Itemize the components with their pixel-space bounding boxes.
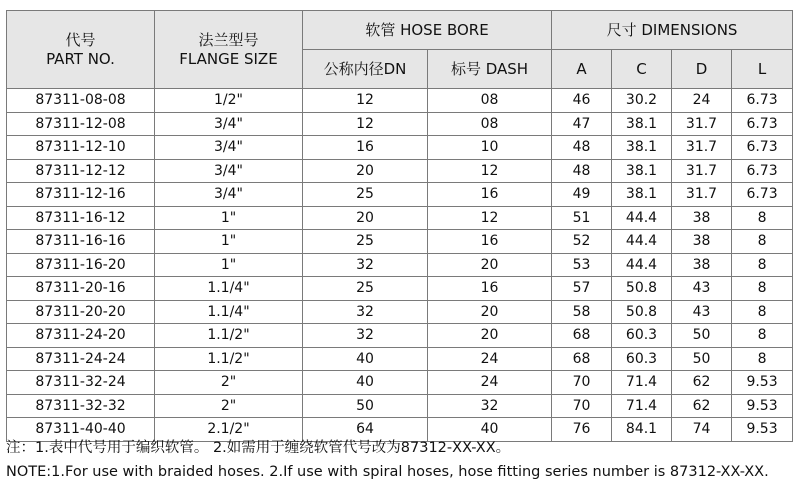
dim-d-cell: 62 <box>672 394 732 418</box>
table-row <box>7 277 793 301</box>
dim-c-header: C <box>612 50 672 89</box>
part-no-cell: 87311-12-16 <box>7 183 155 207</box>
dash-cell: 32 <box>428 394 552 418</box>
dim-a-cell: 46 <box>552 89 612 113</box>
dim-c-cell: 44.4 <box>612 253 672 277</box>
flange-size-cell: 1" <box>155 206 303 230</box>
dim-a-cell: 76 <box>552 418 612 442</box>
part-no-cell: 87311-40-40 <box>7 418 155 442</box>
dn-cell: 20 <box>303 159 428 183</box>
dim-a-cell: 70 <box>552 394 612 418</box>
dim-c-cell: 38.1 <box>612 136 672 160</box>
flange-size-cell: 2.1/2" <box>155 418 303 442</box>
dash-cell: 40 <box>428 418 552 442</box>
dim-d-cell: 38 <box>672 230 732 254</box>
flange-size-header-cn: 法兰型号 <box>198 30 259 49</box>
dimensions-header: 尺寸 DIMENSIONS <box>552 11 793 50</box>
dim-d-cell: 24 <box>672 89 732 113</box>
dash-cell: 08 <box>428 112 552 136</box>
dn-cell: 50 <box>303 394 428 418</box>
dim-c-cell: 44.4 <box>612 230 672 254</box>
table-body <box>7 89 793 442</box>
dash-cell: 10 <box>428 136 552 160</box>
table-row <box>7 183 793 207</box>
dash-cell: 20 <box>428 253 552 277</box>
flange-size-cell: 3/4" <box>155 183 303 207</box>
dim-l-header: L <box>732 50 793 89</box>
dim-a-cell: 51 <box>552 206 612 230</box>
part-no-cell: 87311-32-32 <box>7 394 155 418</box>
hose-bore-header: 软管 HOSE BORE <box>303 11 552 50</box>
flange-size-cell: 1" <box>155 230 303 254</box>
flange-size-header-en: FLANGE SIZE <box>179 49 278 68</box>
dash-cell: 16 <box>428 230 552 254</box>
dash-header: 标号 DASH <box>428 50 552 89</box>
dim-l-cell: 8 <box>732 253 793 277</box>
part-no-cell: 87311-24-24 <box>7 347 155 371</box>
dim-c-cell: 84.1 <box>612 418 672 442</box>
dn-cell: 40 <box>303 371 428 395</box>
dash-cell: 24 <box>428 347 552 371</box>
dim-c-cell: 50.8 <box>612 300 672 324</box>
dim-a-cell: 57 <box>552 277 612 301</box>
dim-l-cell: 9.53 <box>732 418 793 442</box>
table-row <box>7 112 793 136</box>
dim-a-cell: 68 <box>552 324 612 348</box>
dim-a-cell: 70 <box>552 371 612 395</box>
note-english: NOTE:1.For use with braided hoses. 2.If use with spiral hoses, hose fitting series number is 87312-XX-XX. <box>6 464 769 480</box>
table-row <box>7 159 793 183</box>
dim-l-cell: 9.53 <box>732 394 793 418</box>
part-no-cell: 87311-16-16 <box>7 230 155 254</box>
dim-d-cell: 50 <box>672 324 732 348</box>
table-row <box>7 300 793 324</box>
flange-size-cell: 2" <box>155 394 303 418</box>
flange-size-cell: 2" <box>155 371 303 395</box>
flange-size-cell: 3/4" <box>155 112 303 136</box>
table-row <box>7 324 793 348</box>
part-no-header-en: PART NO. <box>46 49 115 68</box>
part-no-cell: 87311-08-08 <box>7 89 155 113</box>
dn-cell: 25 <box>303 230 428 254</box>
dim-d-cell: 31.7 <box>672 136 732 160</box>
dim-l-cell: 8 <box>732 230 793 254</box>
specification-table <box>6 10 793 442</box>
dim-d-cell: 74 <box>672 418 732 442</box>
flange-size-cell: 3/4" <box>155 136 303 160</box>
dn-cell: 12 <box>303 112 428 136</box>
part-no-cell: 87311-12-12 <box>7 159 155 183</box>
dim-d-cell: 43 <box>672 277 732 301</box>
dim-d-cell: 31.7 <box>672 112 732 136</box>
table-row <box>7 253 793 277</box>
dim-l-cell: 8 <box>732 324 793 348</box>
flange-size-cell: 1.1/2" <box>155 324 303 348</box>
dash-cell: 08 <box>428 89 552 113</box>
part-no-cell: 87311-12-10 <box>7 136 155 160</box>
dn-cell: 16 <box>303 136 428 160</box>
dim-l-cell: 6.73 <box>732 89 793 113</box>
table-row <box>7 136 793 160</box>
dn-cell: 12 <box>303 89 428 113</box>
dn-cell: 32 <box>303 300 428 324</box>
dim-c-cell: 60.3 <box>612 324 672 348</box>
dash-cell: 20 <box>428 300 552 324</box>
dim-c-cell: 44.4 <box>612 206 672 230</box>
table-row <box>7 371 793 395</box>
dim-l-cell: 6.73 <box>732 112 793 136</box>
dim-d-cell: 50 <box>672 347 732 371</box>
dn-cell: 40 <box>303 347 428 371</box>
table-header <box>7 11 793 89</box>
dim-d-cell: 43 <box>672 300 732 324</box>
dash-cell: 20 <box>428 324 552 348</box>
table-row <box>7 89 793 113</box>
note-chinese: 注：1.表中代号用于编织软管。 2.如需用于缠绕软管代号改为87312-XX-XX。 <box>6 440 511 456</box>
table-row <box>7 394 793 418</box>
flange-size-cell: 1" <box>155 253 303 277</box>
dim-l-cell: 8 <box>732 300 793 324</box>
dim-d-cell: 62 <box>672 371 732 395</box>
dn-cell: 32 <box>303 324 428 348</box>
dim-a-header: A <box>552 50 612 89</box>
dn-cell: 64 <box>303 418 428 442</box>
dim-a-cell: 58 <box>552 300 612 324</box>
dim-c-cell: 71.4 <box>612 394 672 418</box>
dim-l-cell: 6.73 <box>732 159 793 183</box>
dim-c-cell: 71.4 <box>612 371 672 395</box>
dim-l-cell: 6.73 <box>732 136 793 160</box>
part-no-header <box>7 11 155 89</box>
dim-c-cell: 50.8 <box>612 277 672 301</box>
dash-cell: 12 <box>428 159 552 183</box>
dim-a-cell: 53 <box>552 253 612 277</box>
flange-size-cell: 3/4" <box>155 159 303 183</box>
dim-d-cell: 38 <box>672 253 732 277</box>
dim-c-cell: 38.1 <box>612 159 672 183</box>
part-no-cell: 87311-12-08 <box>7 112 155 136</box>
part-no-cell: 87311-20-16 <box>7 277 155 301</box>
flange-size-header <box>155 11 303 89</box>
dim-a-cell: 68 <box>552 347 612 371</box>
notes <box>6 436 769 484</box>
dn-cell: 25 <box>303 183 428 207</box>
part-no-cell: 87311-16-20 <box>7 253 155 277</box>
dim-l-cell: 8 <box>732 347 793 371</box>
dim-d-cell: 38 <box>672 206 732 230</box>
dn-header: 公称内径DN <box>303 50 428 89</box>
dim-c-cell: 30.2 <box>612 89 672 113</box>
dim-l-cell: 8 <box>732 206 793 230</box>
dash-cell: 24 <box>428 371 552 395</box>
dim-d-header: D <box>672 50 732 89</box>
dim-l-cell: 6.73 <box>732 183 793 207</box>
dim-a-cell: 48 <box>552 159 612 183</box>
flange-size-cell: 1.1/4" <box>155 300 303 324</box>
dim-l-cell: 9.53 <box>732 371 793 395</box>
dim-d-cell: 31.7 <box>672 183 732 207</box>
dash-cell: 16 <box>428 277 552 301</box>
part-no-cell: 87311-20-20 <box>7 300 155 324</box>
dim-l-cell: 8 <box>732 277 793 301</box>
flange-size-cell: 1.1/2" <box>155 347 303 371</box>
part-no-cell: 87311-32-24 <box>7 371 155 395</box>
dim-c-cell: 38.1 <box>612 183 672 207</box>
part-no-header-cn: 代号 <box>65 30 96 49</box>
table-row <box>7 230 793 254</box>
dn-cell: 32 <box>303 253 428 277</box>
table-row <box>7 206 793 230</box>
flange-size-cell: 1.1/4" <box>155 277 303 301</box>
part-no-cell: 87311-24-20 <box>7 324 155 348</box>
dim-a-cell: 47 <box>552 112 612 136</box>
dim-d-cell: 31.7 <box>672 159 732 183</box>
dim-c-cell: 38.1 <box>612 112 672 136</box>
dn-cell: 20 <box>303 206 428 230</box>
dim-c-cell: 60.3 <box>612 347 672 371</box>
dash-cell: 12 <box>428 206 552 230</box>
table-row <box>7 347 793 371</box>
dim-a-cell: 48 <box>552 136 612 160</box>
dash-cell: 16 <box>428 183 552 207</box>
dim-a-cell: 49 <box>552 183 612 207</box>
part-no-cell: 87311-16-12 <box>7 206 155 230</box>
dim-a-cell: 52 <box>552 230 612 254</box>
dn-cell: 25 <box>303 277 428 301</box>
flange-size-cell: 1/2" <box>155 89 303 113</box>
